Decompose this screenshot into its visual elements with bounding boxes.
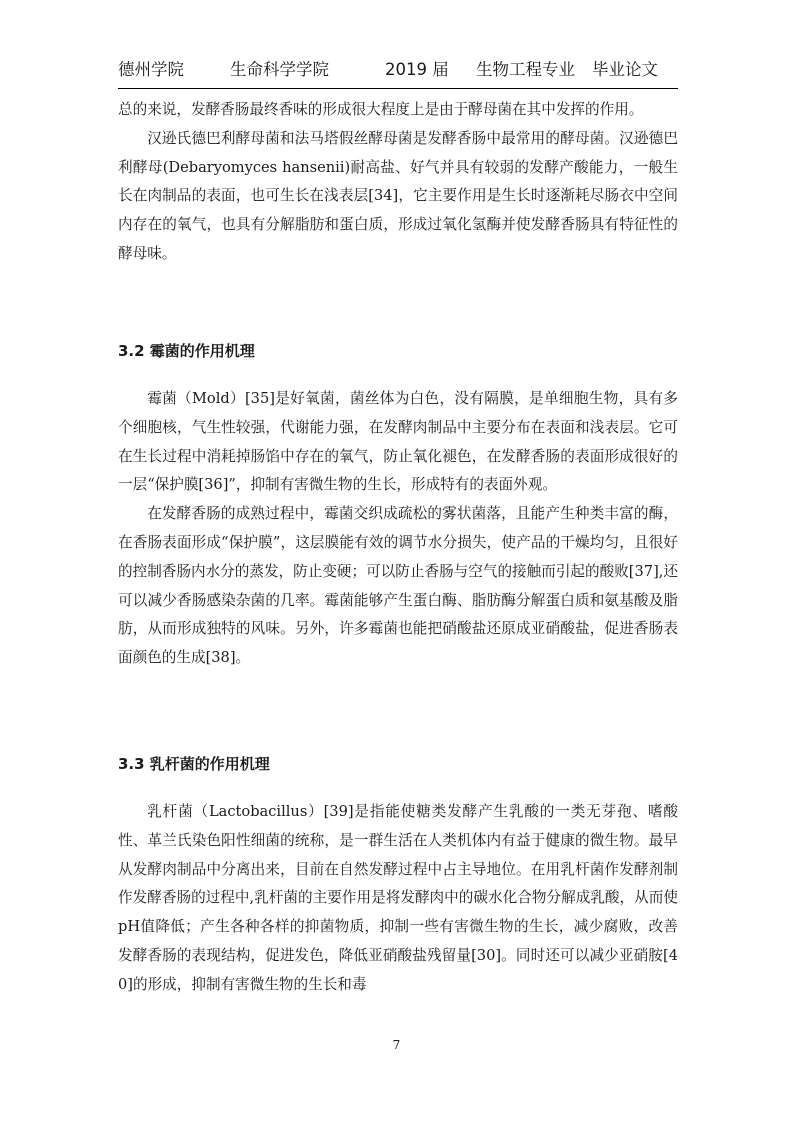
paragraph: 在发酵香肠的成熟过程中，霉菌交织成疏松的雾状菌落，且能产生种类丰富的酶，在香肠表面形成“保护膜”，这层膜能有效的调节水分损失，使产品的干燥均匀，且很好的控制香肠内水分的蒸发，防止变硬；可以防止香肠与空气的接触而引起的酸败[37],还可以减少香肠感染杂菌的几率。霉菌能够产生蛋白酶、脂肪酶分解蛋白质和氨基酸及脂肪，从而形成独特的风味。另外，许多霉菌也能把硝酸盐还原成亚硝酸盐，促进香肠表面颜色的生成[38]。 [118,505,678,667]
intro-text [118,96,678,269]
header-year: 2019 届 [385,60,449,79]
running-header [118,56,678,82]
header-doc-type: 毕业论文 [592,60,658,79]
section-heading-mold: 3.2 霉菌的作用机理 [118,342,255,360]
paragraph: 乳杆菌（Lactobacillus）[39]是指能使糖类发酵产生乳酸的一类无芽孢、嗜酸性、革兰氏染色阳性细菌的统称，是一群生活在人类机体内有益于健康的微生物。最早从发酵肉制品中分离出来，目前在自然发酵过程中占主导地位。在用乳杆菌作发酵剂制作发酵香肠的过程中,乳杆菌的主要作用是将发酵肉中的碳水化合物分解成乳酸，从而使pH值降低；产生各种各样的抑菌物质，抑制一些有害微生物的生长，减少腐败，改善发酵香肠的表现结构，促进发色，降低亚硝酸盐残留量[30]。同时还可以减少亚硝胺[40]的形成，抑制有害微生物的生长和毒 [118,803,678,993]
header-major: 生物工程专业 [476,60,575,79]
header-college: 生命科学学院 [230,60,329,79]
section-body-lactobacillus [118,798,678,1000]
header-rule [118,88,678,89]
header-school: 德州学院 [118,60,184,79]
paragraph: 霉菌（Mold）[35]是好氧菌，菌丝体为白色，没有隔膜，是单细胞生物，具有多个细胞核，气生性较强，代谢能力强，在发酵肉制品中主要分布在表面和浅表层。它可在生长过程中消耗掉肠馅中存在的氧气，防止氧化褪色，在发酵香肠的表面形成很好的一层“保护膜[36]”，抑制有害微生物的生长，形成特有的表面外观。 [118,390,678,494]
section-heading-lactobacillus: 3.3 乳杆菌的作用机理 [118,755,270,773]
page-number: 7 [392,1038,401,1052]
section-body-mold [118,385,678,673]
paragraph: 总的来说，发酵香肠最终香味的形成很大程度上是由于酵母菌在其中发挥的作用。 [118,101,644,118]
paragraph: 汉逊氏德巴利酵母菌和法马塔假丝酵母菌是发酵香肠中最常用的酵母菌。汉逊德巴利酵母(Debaryomyces hansenii)耐高盐、好气并具有较弱的发酵产酸能力，一般生长在肉制品的表面，也可生长在浅表层[34]，它主要作用是生长时逐渐耗尽肠衣中空间内存在的氧气，也具有分解脂肪和蛋白质，形成过氧化氢酶并使发酵香肠具有特征性的酵母味。 [118,129,678,262]
